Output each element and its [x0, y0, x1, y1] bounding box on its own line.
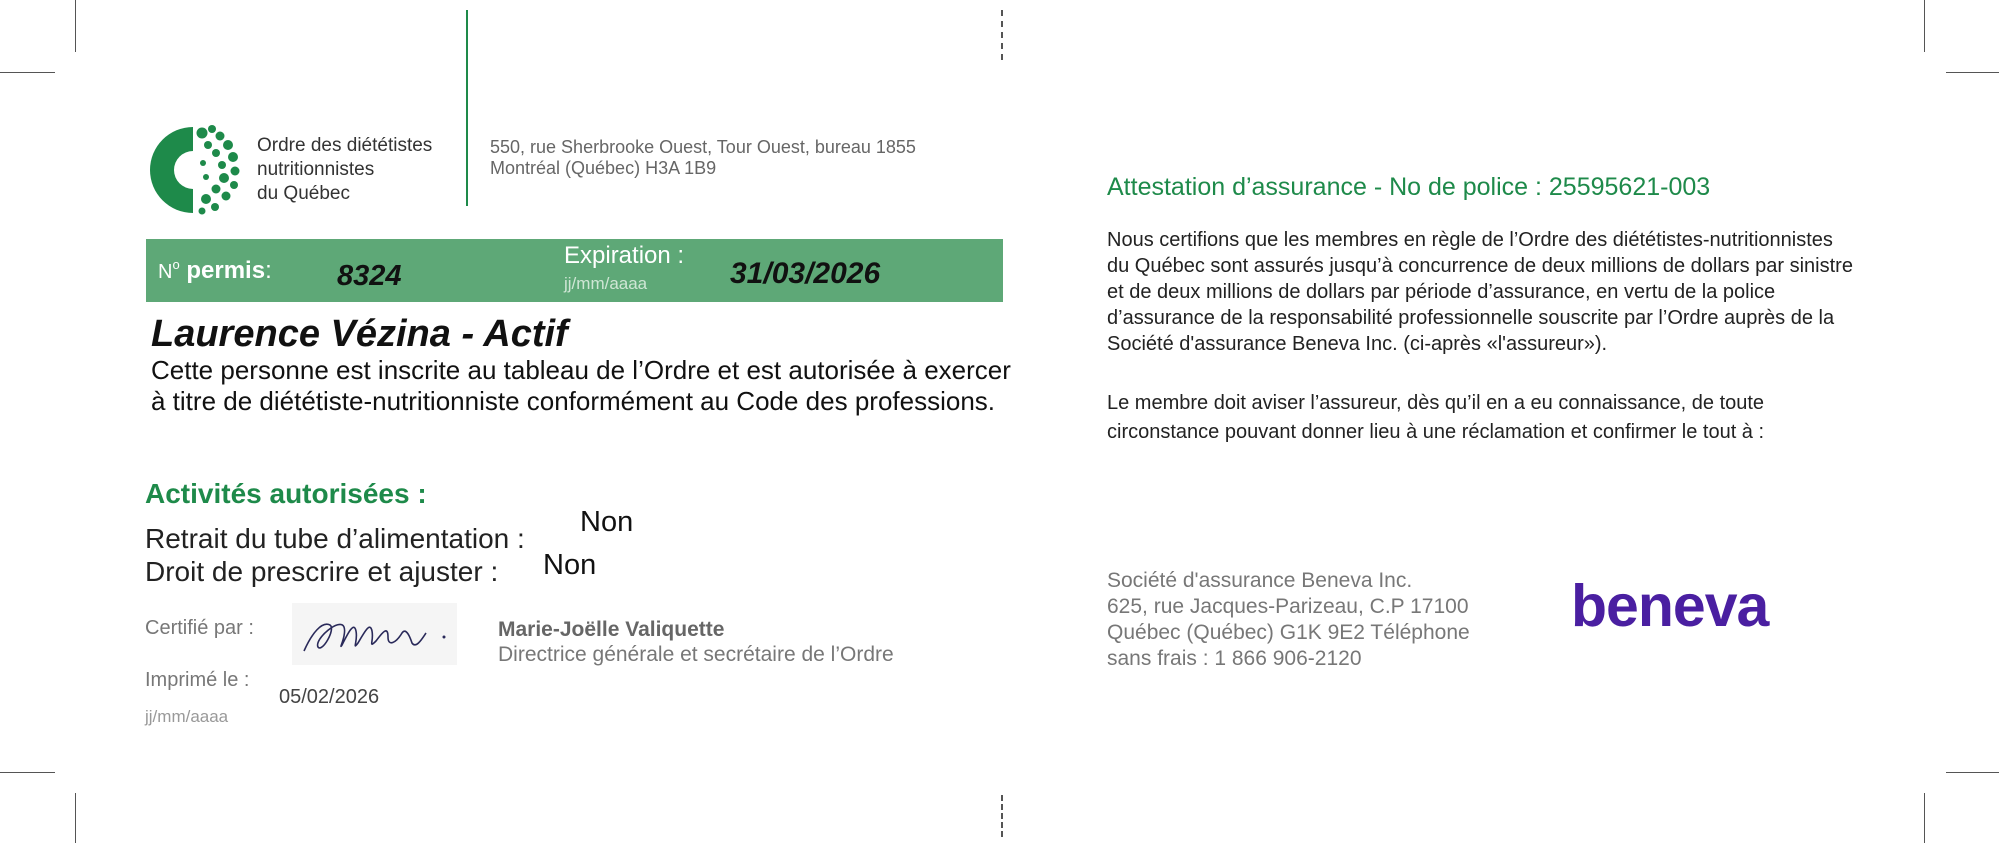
insurer-address-line: Québec (Québec) G1K 9E2 Téléphone: [1107, 621, 1470, 644]
crop-mark: [0, 772, 55, 773]
insurer-address-line: 625, rue Jacques-Parizeau, C.P 17100: [1107, 595, 1469, 618]
activity-value: Non: [543, 549, 597, 581]
crop-mark: [1924, 793, 1925, 843]
address-line: 550, rue Sherbrooke Ouest, Tour Ouest, bureau 1855: [490, 137, 916, 157]
fold-mark: [1001, 795, 1003, 837]
organization-address: [490, 137, 916, 179]
expiration-label: Expiration :: [564, 242, 685, 269]
odnq-logo-icon: [146, 123, 246, 223]
permit-label-suffix: :: [265, 257, 272, 284]
printed-label: Imprimé le :: [145, 669, 250, 691]
organization-name-line: Ordre des diététistes: [257, 135, 433, 156]
crop-mark: [0, 72, 55, 73]
organization-name-line: du Québec: [257, 183, 350, 204]
signature-image: [292, 603, 457, 665]
member-name-status: Laurence Vézina - Actif: [151, 313, 568, 355]
crop-mark: [75, 793, 76, 843]
crop-mark: [75, 0, 76, 52]
address-line: Montréal (Québec) H3A 1B9: [490, 158, 717, 178]
attestation-paragraph: Nous certifions que les membres en règle de l’Ordre des diététistes-nutritionnistes du Québec sont assurés jusqu’à concurrence de deux millions de dollars par sinistre et de deux millions de dollars par période d’assurance, en vertu de la police d’assurance de la responsabilité professionnelle souscrite par l’Ordre auprès de la Société d'assurance Beneva Inc. (ci-après «l'assureur»).: [1107, 229, 1853, 355]
crop-mark: [1924, 0, 1925, 52]
crop-mark: [1946, 72, 1999, 73]
permit-label-prefix: N: [158, 261, 173, 283]
attestation-paragraph: Le membre doit aviser l’assureur, dès qu’il en a eu connaissance, de toute circonstance pouvant donner lieu à une réclamation et confirmer le tout à :: [1107, 392, 1765, 443]
activity-label: Droit de prescrire et ajuster :: [145, 556, 499, 587]
header-divider: [466, 10, 468, 206]
activities-title: Activités autorisées :: [145, 478, 427, 509]
printed-date: 05/02/2026: [279, 686, 380, 708]
member-description: Cette personne est inscrite au tableau de l’Ordre et est autorisée à exercer à titre de diététiste-nutritionniste conformément au Code des professions.: [151, 355, 1011, 416]
organization-name: [257, 134, 432, 206]
activity-label: Retrait du tube d’alimentation :: [145, 523, 525, 554]
permit-number: 8324: [337, 260, 402, 292]
permit-label-sup: o: [172, 257, 180, 272]
insurer-address-line: sans frais : 1 866 906-2120: [1107, 647, 1362, 670]
insurer-address-line: Société d'assurance Beneva Inc.: [1107, 569, 1413, 592]
expiration-format: jj/mm/aaaa: [564, 274, 648, 293]
signer-name: Marie-Joëlle Valiquette: [498, 618, 725, 641]
fold-mark: [1001, 10, 1003, 60]
signer-title: Directrice générale et secrétaire de l’Ordre: [498, 643, 894, 666]
beneva-logo: beneva: [1571, 573, 1769, 639]
activity-value: Non: [580, 506, 634, 538]
crop-mark: [1946, 772, 1999, 773]
printed-format: jj/mm/aaaa: [145, 707, 229, 726]
permit-label-main: permis: [186, 257, 266, 284]
attestation-title: Attestation d’assurance - No de police : 25595621-003: [1107, 173, 1711, 201]
permit-label: [158, 257, 272, 285]
certified-by-label: Certifié par :: [145, 617, 254, 639]
insurer-address: [1107, 568, 1470, 672]
organization-name-line: nutritionnistes: [257, 159, 375, 180]
expiration-date: 31/03/2026: [730, 257, 881, 290]
